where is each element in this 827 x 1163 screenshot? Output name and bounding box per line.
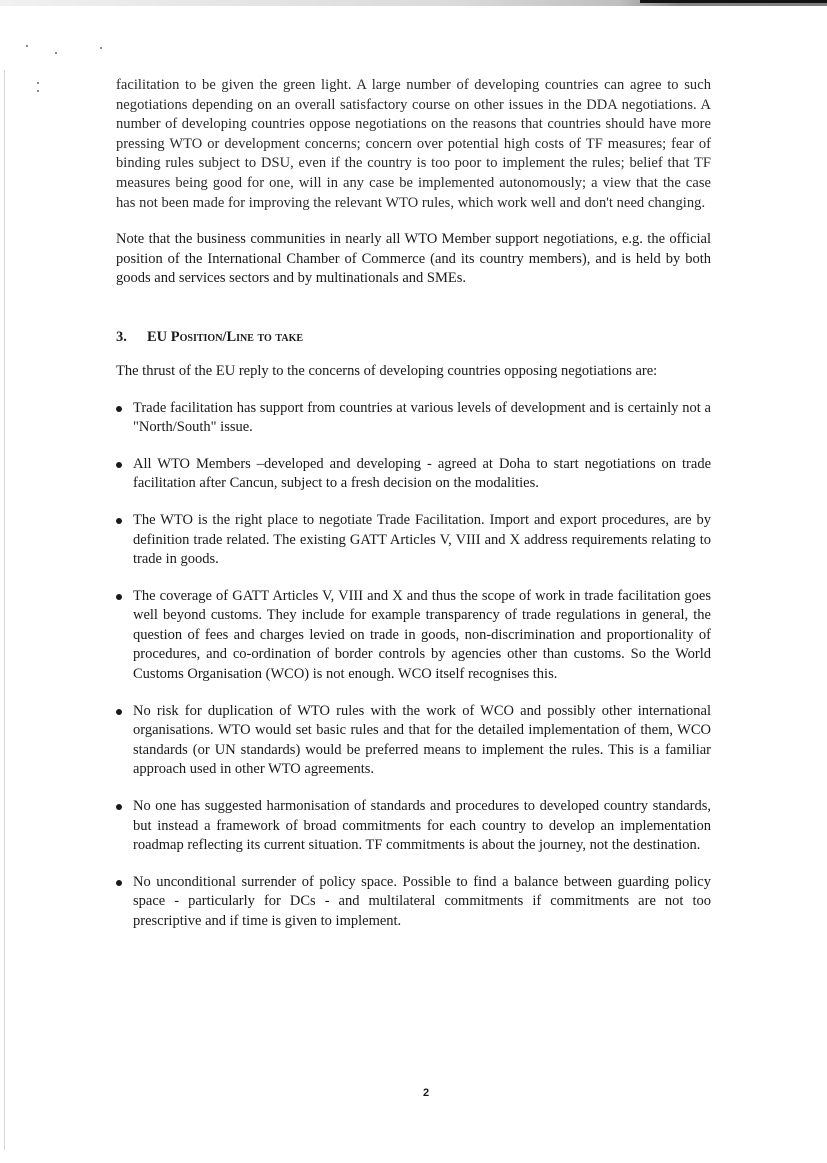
scan-speck <box>26 45 28 47</box>
bullet-icon <box>116 406 122 412</box>
bullet-item <box>116 873 711 932</box>
page-number: 2 <box>422 1087 430 1099</box>
bullet-text: No one has suggested harmonisation of standards and procedures to developed country standards, but instead a framework of broad commitments for each country to develop an implementation roadmap reflecting its current situation. TF commitments is about the journey, not the destination. <box>133 798 711 854</box>
section-intro: The thrust of the EU reply to the concerns of developing countries opposing negotiations are: <box>116 362 658 379</box>
bullet-text: The WTO is the right place to negotiate Trade Facilitation. Import and export procedures, are by definition trade related. The existing GATT Articles V, VIII and X address requirements relating to trade in goods. <box>133 511 711 568</box>
bullet-item <box>116 702 711 780</box>
paragraph-continuation: facilitation to be given the green light. A large number of developing countries can agree to such negotiations depending on an overall satisfactory course on other issues in the DDA negotiations. A number of developing countries oppose negotiations on the reasons that countries should have more pressing WTO or development concerns; concern over potential high costs of TF measures; fear of binding rules subject to DSU, even if the country is too poor to implement the rules; belief that TF measures being good for one, will in any case be implemented autonomously; a view that the case has not been made for improving the relevant WTO rules, which work well and don't need changing. <box>116 77 711 211</box>
bullet-list <box>116 399 711 932</box>
paragraph-business-support: Note that the business communities in nearly all WTO Member support negotiations, e.g. the official position of the International Chamber of Commerce (and its country members), and is held by both goods and services sectors and by multinationals and SMEs. <box>116 231 711 287</box>
section-number: 3. <box>116 328 127 345</box>
bullet-icon <box>116 880 122 886</box>
scan-edge-line <box>640 0 827 3</box>
bullet-text: Trade facilitation has support from countries at various levels of development and is certainly not a "North/South" issue. <box>133 399 711 436</box>
bullet-icon <box>116 462 122 468</box>
section-title: EU Position/Line to take <box>147 328 304 345</box>
bullet-item <box>116 797 711 856</box>
document-page <box>116 76 711 932</box>
bullet-text: All WTO Members –developed and developing - agreed at Doha to start negotiations on trade facilitation after Cancun, subject to a fresh decision on the modalities. <box>133 455 711 492</box>
bullet-item <box>116 455 711 494</box>
section-heading <box>116 328 711 347</box>
scan-speck <box>100 47 102 49</box>
bullet-text: No unconditional surrender of policy space. Possible to find a balance between guarding policy space - particularly for DCs - and multilateral commitments if commitments are not too prescriptive and if time is given to implement. <box>133 873 711 929</box>
bullet-item <box>116 399 711 438</box>
bullet-item <box>116 587 711 685</box>
scan-speck <box>37 82 39 84</box>
bullet-item <box>116 511 711 570</box>
scan-edge-left <box>4 70 5 1150</box>
scan-speck <box>37 90 39 92</box>
bullet-text: The coverage of GATT Articles V, VIII and X and thus the scope of work in trade facilitation goes well beyond customs. They include for example transparency of trade regulations in general, the question of fees and charges levied on trade in goods, non-discrimination and proportionality of procedures, and co-ordination of border controls by agencies other than customs. So the World Customs Organisation (WCO) is not enough. WCO itself recognises this. <box>133 587 711 683</box>
bullet-icon <box>116 804 122 810</box>
bullet-text: No risk for duplication of WTO rules with the work of WCO and possibly other international organisations. WTO would set basic rules and that for the detailed implementation of them, WCO standards (or UN standards) would be preferred means to implement the rules. This is a familiar approach used in other WTO agreements. <box>133 702 711 778</box>
bullet-icon <box>116 518 122 524</box>
scan-speck <box>55 52 57 54</box>
bullet-icon <box>116 594 122 600</box>
bullet-icon <box>116 709 122 715</box>
